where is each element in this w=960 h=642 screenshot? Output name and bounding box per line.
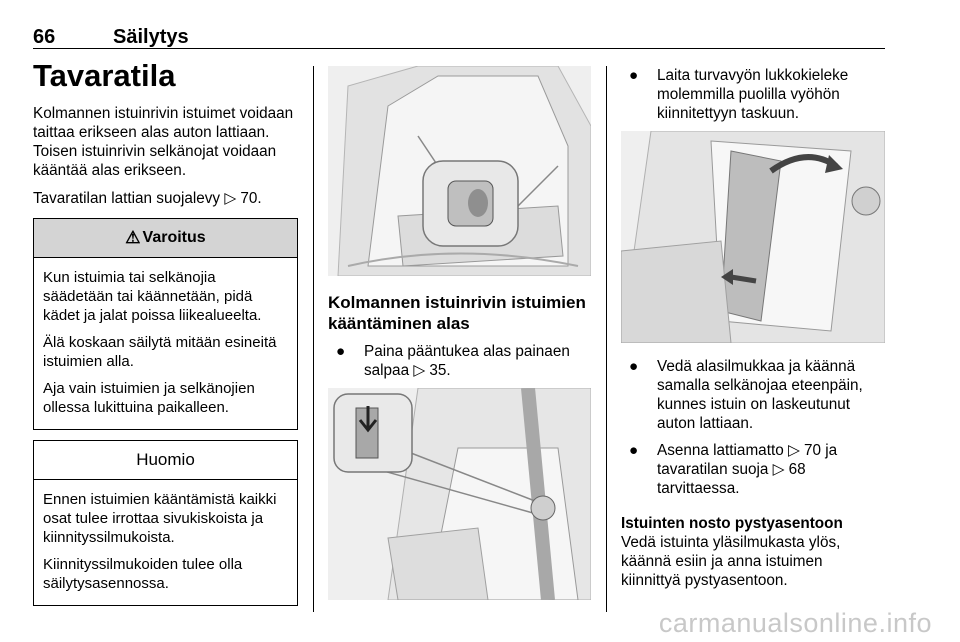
instruction-bullet — [621, 66, 885, 123]
instruction-bullet — [328, 342, 591, 380]
section-title: Säilytys — [113, 26, 189, 48]
body-paragraph: Vedä istuinta yläsilmukasta ylös, käännä esiin ja anna istuimen kiinnittyä pystyasentoon. — [621, 534, 841, 589]
warning-text: Kun istuimia tai selkänojia säädetään tai käännetään, pidä kädet ja jalat poissa liikealueelta. — [43, 269, 262, 324]
page-title: Tavaratila — [33, 58, 176, 93]
subsection-heading: Istuinten nosto pystyasentoon — [621, 515, 843, 532]
warning-text: Älä koskaan säilytä mitään esineitä istuimien alla. — [43, 334, 277, 370]
bullet-text: Vedä alasilmukkaa ja käännä samalla selkänojaa eteenpäin, kunnes istuin on laskeutunut auton lattiaan. — [657, 358, 863, 432]
bullet-text: Laita turvavyön lukkokieleke molemmilla puolilla vyöhön kiinnitettyyn taskuun. — [657, 67, 849, 122]
note-text: Ennen istuimien kääntämistä kaikki osat tulee irrottaa sivukiskoista ja kiinnityssilmukoista. — [43, 491, 277, 546]
instruction-bullet — [621, 441, 885, 498]
column-divider — [313, 66, 314, 612]
note-header: Huomio — [34, 441, 297, 480]
page-header — [33, 18, 885, 49]
column-middle — [328, 66, 591, 600]
bullet-marker: ● — [629, 67, 639, 84]
instruction-bullet — [621, 357, 885, 433]
column-right — [621, 66, 885, 599]
intro-paragraph: Kolmannen istuinrivin istuimet voidaan taittaa erikseen alas auton lattiaan. Toisen istuinrivin selkänojat voidaan kääntää alas erikseen. — [33, 105, 294, 179]
seat-fold-illustration — [621, 131, 885, 343]
note-text: Kiinnityssilmukoiden tulee olla säilytysasennossa. — [43, 556, 243, 592]
warning-icon: ⚠ — [125, 228, 141, 247]
cross-reference: Tavaratilan lattian suojalevy ▷ 70. — [33, 190, 262, 207]
warning-header — [34, 219, 297, 258]
bullet-text: Asenna lattiamatto ▷ 70 ja tavaratilan suoja ▷ 68 tarvittaessa. — [657, 442, 838, 497]
headrest-illustration — [328, 388, 591, 600]
bullet-text: Paina pääntukea alas painaen salpaa ▷ 35. — [364, 343, 570, 379]
bullet-marker: ● — [629, 442, 639, 459]
column-left — [33, 58, 298, 606]
bullet-marker: ● — [629, 358, 639, 375]
subsection-heading: Kolmannen istuinrivin istuimien kääntäminen alas — [328, 293, 586, 333]
trunk-illustration — [328, 66, 591, 276]
page-number: 66 — [33, 26, 56, 48]
bullet-marker: ● — [336, 343, 346, 360]
warning-box — [33, 218, 298, 430]
note-box — [33, 440, 298, 606]
warning-heading: Varoitus — [142, 229, 206, 246]
warning-text: Aja vain istuimien ja selkänojien ollessa lukittuina paikalleen. — [43, 380, 255, 416]
column-divider — [606, 66, 607, 612]
watermark: carmanualsonline.info — [658, 608, 932, 638]
